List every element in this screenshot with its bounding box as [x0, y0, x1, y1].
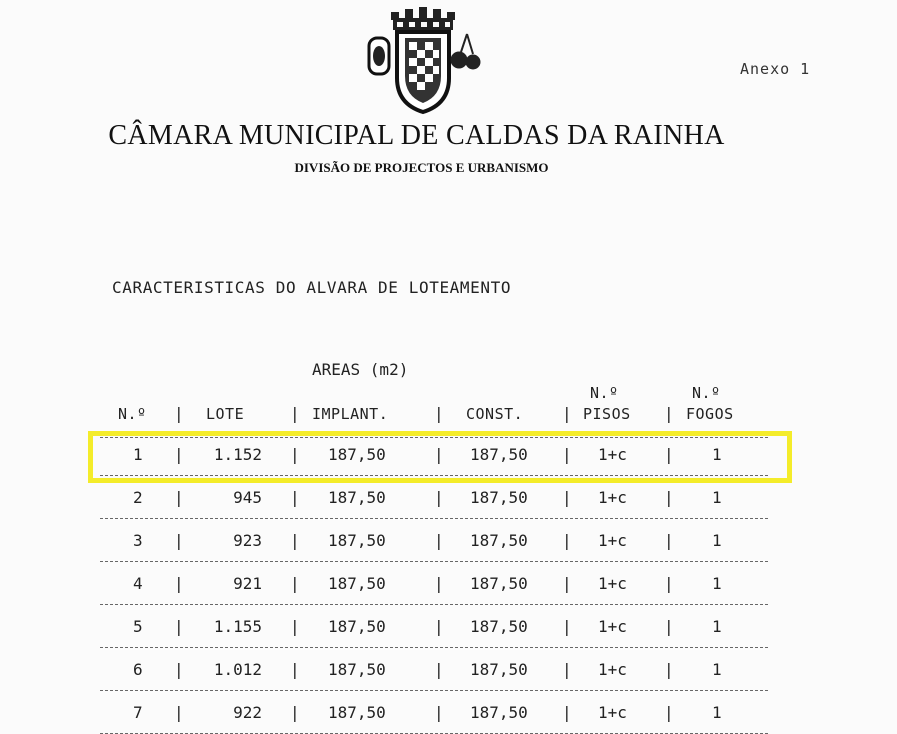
header-separator: | — [664, 404, 674, 423]
cell-pisos: 1+c — [598, 660, 627, 679]
cell-fogos: 1 — [712, 660, 722, 679]
cell-pisos: 1+c — [598, 445, 627, 464]
column-separator: | — [664, 574, 674, 593]
cell-pisos: 1+c — [598, 574, 627, 593]
cell-n: 2 — [133, 488, 143, 507]
cell-const: 187,50 — [470, 488, 528, 507]
cell-lote: 1.152 — [213, 445, 262, 464]
column-separator: | — [290, 488, 300, 507]
cell-n: 1 — [133, 445, 143, 464]
column-separator: | — [562, 488, 572, 507]
cell-lote: 1.155 — [213, 617, 262, 636]
cell-const: 187,50 — [470, 660, 528, 679]
row-divider — [100, 604, 768, 605]
cell-implant: 187,50 — [328, 703, 386, 722]
column-separator: | — [434, 574, 444, 593]
cell-const: 187,50 — [470, 574, 528, 593]
cell-lote: 921 — [233, 574, 262, 593]
column-separator: | — [174, 488, 184, 507]
cell-lote: 1.012 — [213, 660, 262, 679]
coat-of-arms-icon — [363, 4, 483, 116]
header-separator: | — [174, 404, 184, 423]
cell-lote: 922 — [233, 703, 262, 722]
cell-implant: 187,50 — [328, 617, 386, 636]
header-pisos: PISOS — [583, 405, 631, 423]
column-separator: | — [434, 703, 444, 722]
cell-n: 7 — [133, 703, 143, 722]
column-separator: | — [434, 660, 444, 679]
cell-implant: 187,50 — [328, 445, 386, 464]
cell-implant: 187,50 — [328, 574, 386, 593]
column-separator: | — [434, 445, 444, 464]
header-separator: | — [290, 404, 300, 423]
column-separator: | — [290, 574, 300, 593]
cell-n: 3 — [133, 531, 143, 550]
cell-fogos: 1 — [712, 574, 722, 593]
annex-label: Anexo 1 — [740, 60, 811, 78]
header-implant: IMPLANT. — [312, 405, 389, 423]
cell-fogos: 1 — [712, 488, 722, 507]
cell-implant: 187,50 — [328, 488, 386, 507]
cell-fogos: 1 — [712, 703, 722, 722]
header-pisos-number: N.º — [590, 384, 619, 402]
document-heading: CARACTERISTICAS DO ALVARA DE LOTEAMENTO — [112, 278, 512, 297]
cell-const: 187,50 — [470, 703, 528, 722]
cell-pisos: 1+c — [598, 617, 627, 636]
header-fogos: FOGOS — [686, 405, 734, 423]
organization-title: CÂMARA MUNICIPAL DE CALDAS DA RAINHA — [108, 120, 725, 151]
column-separator: | — [562, 660, 572, 679]
column-separator: | — [664, 488, 674, 507]
cell-lote: 945 — [233, 488, 262, 507]
cell-fogos: 1 — [712, 617, 722, 636]
division-subtitle: DIVISÃO DE PROJECTOS E URBANISMO — [294, 160, 549, 175]
column-separator: | — [562, 703, 572, 722]
column-separator: | — [174, 660, 184, 679]
cell-const: 187,50 — [470, 531, 528, 550]
header-separator: | — [434, 404, 444, 423]
cell-pisos: 1+c — [598, 531, 627, 550]
header-fogos-number: N.º — [692, 384, 721, 402]
cell-implant: 187,50 — [328, 531, 386, 550]
header-n: N.º — [118, 405, 147, 423]
column-separator: | — [174, 574, 184, 593]
row-divider — [100, 518, 768, 519]
column-separator: | — [174, 445, 184, 464]
cell-fogos: 1 — [712, 445, 722, 464]
column-separator: | — [664, 531, 674, 550]
cell-pisos: 1+c — [598, 488, 627, 507]
cell-n: 4 — [133, 574, 143, 593]
column-separator: | — [174, 531, 184, 550]
areas-group-label: AREAS (m2) — [312, 360, 409, 379]
cell-n: 5 — [133, 617, 143, 636]
cell-fogos: 1 — [712, 531, 722, 550]
column-separator: | — [664, 703, 674, 722]
row-highlight — [88, 431, 792, 483]
column-separator: | — [290, 617, 300, 636]
row-divider — [100, 647, 768, 648]
header-lote: LOTE — [206, 405, 245, 423]
header-separator: | — [562, 404, 572, 423]
column-separator: | — [664, 617, 674, 636]
cell-const: 187,50 — [470, 617, 528, 636]
header-const: CONST. — [466, 405, 524, 423]
column-separator: | — [664, 660, 674, 679]
column-separator: | — [174, 703, 184, 722]
column-separator: | — [434, 617, 444, 636]
column-separator: | — [290, 660, 300, 679]
column-separator: | — [290, 531, 300, 550]
column-separator: | — [562, 531, 572, 550]
column-separator: | — [290, 445, 300, 464]
cell-lote: 923 — [233, 531, 262, 550]
column-separator: | — [562, 574, 572, 593]
cell-implant: 187,50 — [328, 660, 386, 679]
column-separator: | — [174, 617, 184, 636]
column-separator: | — [290, 703, 300, 722]
row-divider — [100, 690, 768, 691]
column-separator: | — [562, 617, 572, 636]
cell-const: 187,50 — [470, 445, 528, 464]
column-separator: | — [434, 531, 444, 550]
column-separator: | — [664, 445, 674, 464]
cell-pisos: 1+c — [598, 703, 627, 722]
column-separator: | — [562, 445, 572, 464]
row-divider — [100, 561, 768, 562]
column-separator: | — [434, 488, 444, 507]
cell-n: 6 — [133, 660, 143, 679]
